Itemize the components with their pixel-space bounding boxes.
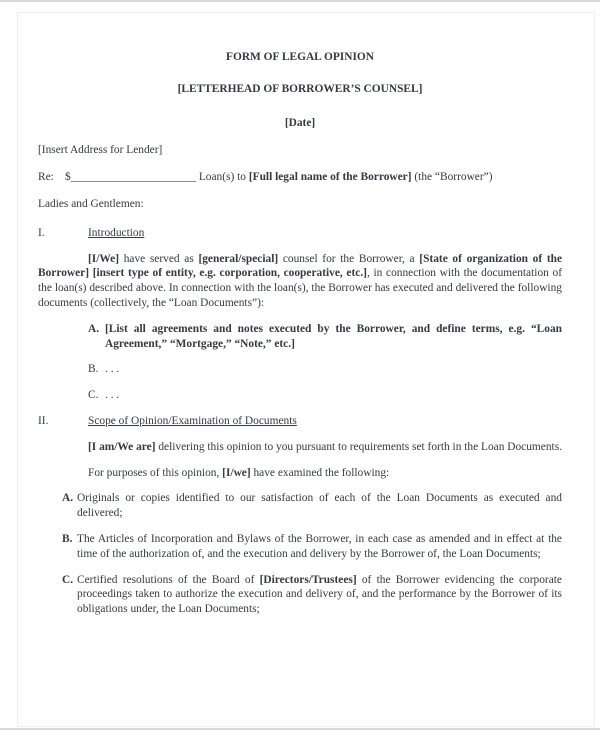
section-2-paragraph-1: [I am/We are] delivering this opinion to you pursuant to requirements set forth in the Loan Documents. <box>88 440 562 453</box>
item-label: A. <box>62 492 74 505</box>
section-introduction <box>38 226 562 403</box>
section-2-number: II. <box>38 414 49 427</box>
section-1-number: I. <box>38 226 45 239</box>
salutation: Ladies and Gentlemen: <box>38 197 144 210</box>
item-label: A. <box>88 322 100 335</box>
item-text: . . . <box>105 363 120 376</box>
re-line <box>38 170 562 185</box>
item-label: C. <box>88 389 99 402</box>
item-label: C. <box>62 573 74 586</box>
list-item <box>88 362 562 377</box>
list-item <box>88 322 562 352</box>
item-text: Certified resolutions of the Board of [Directors/Trustees] of the Borrower evidencing the corporate proceedings taken to authorize the execution and delivery of, and the performance by the Borrower of its obligations under, the Loan Documents; <box>77 573 562 616</box>
section-1-paragraph: [I/We] have served as [general/special] counsel for the Borrower, a [State of organization of the Borrower] [insert type of entity, e.g. corporation, cooperative, etc.], in connection with the documentation of the loan(s) described above. In connection with the loan(s), the Borrower has executed and delivered the following documents (collectively, the “Loan Documents”): <box>38 252 562 309</box>
list-item <box>62 491 562 521</box>
re-subject-text: $______________________ Loan(s) to [Full legal name of the Borrower] (the “Borrower”) <box>65 171 493 184</box>
re-label: Re: <box>38 171 54 184</box>
item-text: Originals or copies identified to our satisfaction of each of the Loan Documents as executed and delivered; <box>77 492 562 520</box>
item-text: [List all agreements and notes executed by the Borrower, and define terms, e.g. “Loan Agreement,” “Mortgage,” “Note,” etc.] <box>105 322 562 350</box>
section-2-paragraph-2: For purposes of this opinion, [I/we] have examined the following: <box>88 466 390 479</box>
list-item <box>62 573 562 617</box>
list-item <box>88 388 562 403</box>
section-2-items <box>62 491 562 617</box>
section-1-items <box>88 322 562 403</box>
item-label: B. <box>62 532 73 545</box>
section-scope-of-opinion <box>38 414 562 617</box>
list-item <box>62 532 562 562</box>
section-2-title: Scope of Opinion/Examination of Documents <box>88 414 297 427</box>
item-label: B. <box>88 363 99 376</box>
lender-address-placeholder: [Insert Address for Lender] <box>38 144 163 157</box>
section-2-heading <box>38 414 562 429</box>
document-title: FORM OF LEGAL OPINION <box>226 51 374 63</box>
section-1-heading <box>38 226 562 241</box>
letterhead-placeholder: [LETTERHEAD OF BORROWER’S COUNSEL] <box>177 82 423 95</box>
item-text: . . . <box>105 389 120 402</box>
date-placeholder: [Date] <box>284 116 316 129</box>
section-1-title: Introduction <box>88 226 145 239</box>
item-text: The Articles of Incorporation and Bylaws of the Borrower, in each case as amended and in effect at the time of the authorization of, and the execution and delivery by the Borrower of, the Loan Documents; <box>77 532 562 560</box>
